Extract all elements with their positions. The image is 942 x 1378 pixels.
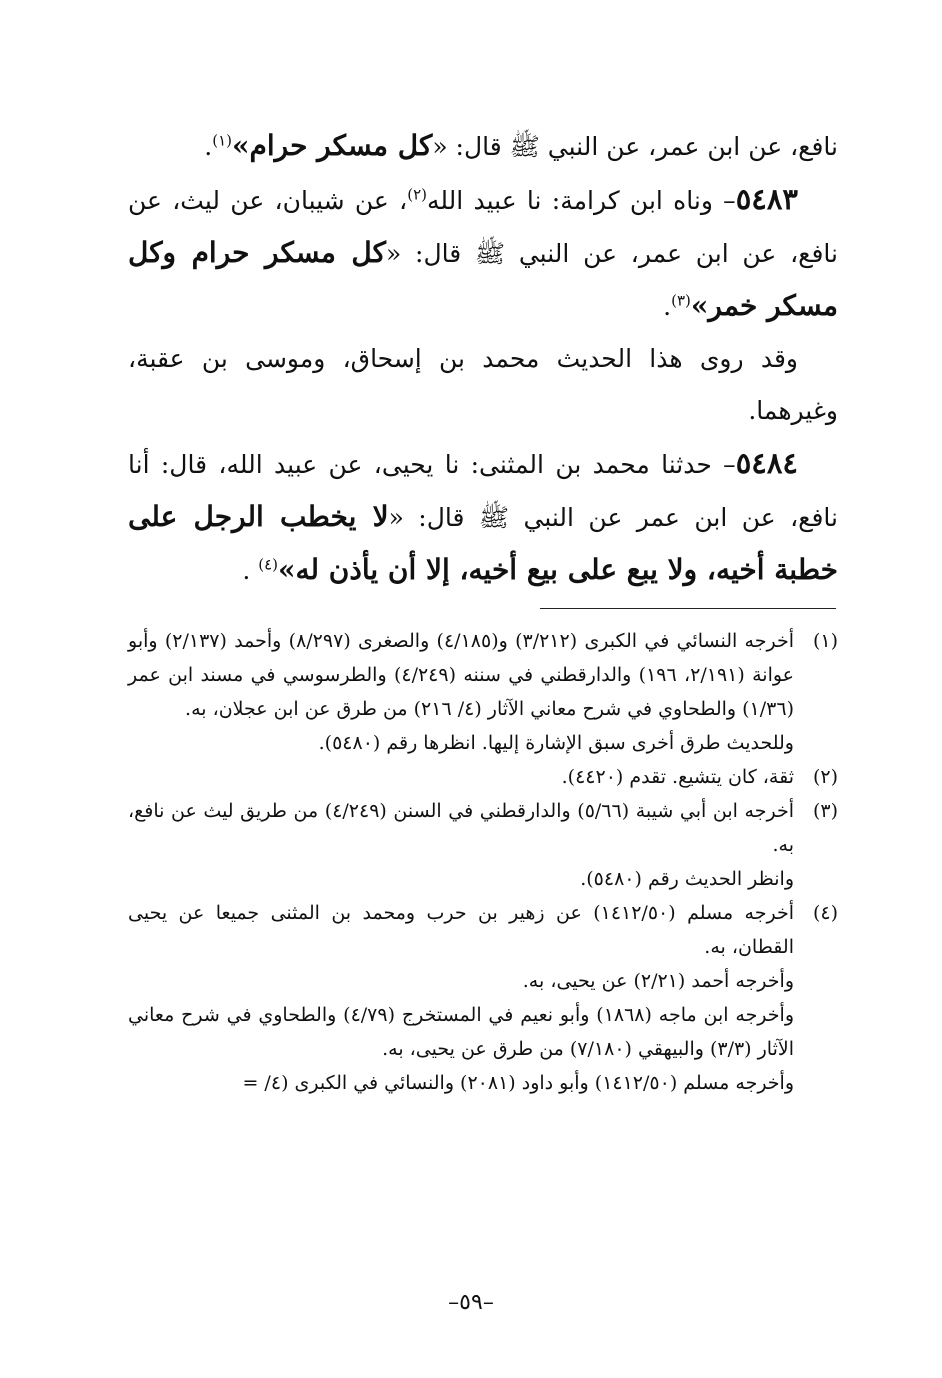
footnote-line: وأخرجه مسلم (١٤١٢/٥٠) وأبو داود (٢٠٨١) والنسائي في الكبرى (٤/ = [242, 1072, 794, 1094]
paragraph-3 [128, 333, 838, 437]
p4-hadith: لا يخطب الرجل على خطبة أخيه، ولا يبع على بيع أخيه، إلا أن يأذن له [128, 500, 838, 586]
footnote-ref-2: (٢) [407, 185, 427, 204]
footnote-divider [540, 608, 836, 609]
footnote-ref-1: (١) [212, 131, 233, 150]
p1-text: نافع، عن ابن عمر، عن النبي ﷺ قال: « [432, 132, 838, 161]
main-text [128, 120, 838, 597]
paragraph-2 [128, 173, 838, 333]
p2-hadith: كل مسكر حرام وكل مسكر خمر [128, 236, 838, 322]
footnote-line: أخرجه مسلم (١٤١٢/٥٠) عن زهير بن حرب ومحمد بن المثنى جميعا عن يحيى القطان، به. [128, 902, 794, 958]
p1-hadith: كل مسكر حرام [249, 129, 433, 162]
p2-end: . [663, 292, 672, 321]
footnote-2 [128, 760, 838, 794]
footnote-ref-3: (٣) [671, 291, 691, 310]
footnote-4 [128, 896, 838, 1100]
footnote-line: أخرجه ابن أبي شيبة (٥/٦٦) والدارقطني في السنن (٤/٢٤٩) من طريق ليث عن نافع، به. [128, 800, 794, 856]
p3-text: وقد روى هذا الحديث محمد بن إسحاق، وموسى بن عقبة، وغيرهما. [128, 344, 838, 425]
footnote-line: وأخرجه ابن ماجه (١٨٦٨) وأبو نعيم في المستخرج (٤/٧٩) والطحاوي في شرح معاني الآثار (٣/٣) والبيهقي (٧/١٨٠) من طرق عن يحيى، به. [128, 1004, 794, 1060]
hadith-number-5484: ٥٤٨٤ [735, 446, 798, 480]
p2-close: » [690, 289, 709, 322]
footnote-number: (٤) [812, 902, 838, 924]
footnote-line: ثقة، كان يتشيع. تقدم (٤٤٢٠). [561, 766, 794, 788]
footnote-3 [128, 794, 838, 896]
hadith-number-5483: ٥٤٨٣ [735, 182, 798, 216]
paragraph-1 [128, 120, 838, 173]
footnote-number: (١) [812, 630, 838, 652]
p2-text2: ، عن شيبان، عن ليث، عن نافع، عن ابن عمر، عن النبي ﷺ قال: « [128, 186, 838, 268]
page-number: –٥٩– [448, 1290, 494, 1315]
footnote-1 [128, 624, 838, 760]
footnote-line: وانظر الحديث رقم (٥٤٨٠). [580, 868, 794, 890]
footnote-ref-4: (٤) [258, 555, 279, 574]
footnote-line: وأخرجه أحمد (٢/٢١) عن يحيى، به. [522, 970, 794, 992]
p4-end: . [242, 556, 259, 585]
paragraph-4 [128, 437, 838, 597]
p1-close: » [232, 129, 250, 162]
footnotes [128, 624, 838, 1100]
footnote-number: (٢) [812, 766, 838, 788]
p1-end: . [204, 132, 213, 161]
footnote-number: (٣) [812, 800, 838, 822]
p4-text: – حدثنا محمد بن المثنى: نا يحيى، عن عبيد الله، قال: أنا نافع، عن ابن عمر عن النبي ﷺ قال: « [128, 450, 839, 532]
footnote-line: أخرجه النسائي في الكبرى (٣/٢١٢) و(٤/١٨٥) والصغرى (٨/٢٩٧) وأحمد (٢/١٣٧) وأبو عوانة (٢/١٩١، ١٩٦) والدارقطني في سننه (٤/٢٤٩) والطرسوسي في مسند ابن عمر (١/٣٦) والطحاوي في شرح معاني الآثار (٤/ ٢١٦) من طرق عن ابن عجلان، به. [128, 630, 795, 720]
footnote-line: وللحديث طرق أخرى سبق الإشارة إليها. انظرها رقم (٥٤٨٠). [318, 732, 794, 754]
p2-text1: – وناه ابن كرامة: نا عبيد الله [426, 186, 736, 215]
p4-close: » [278, 553, 296, 586]
